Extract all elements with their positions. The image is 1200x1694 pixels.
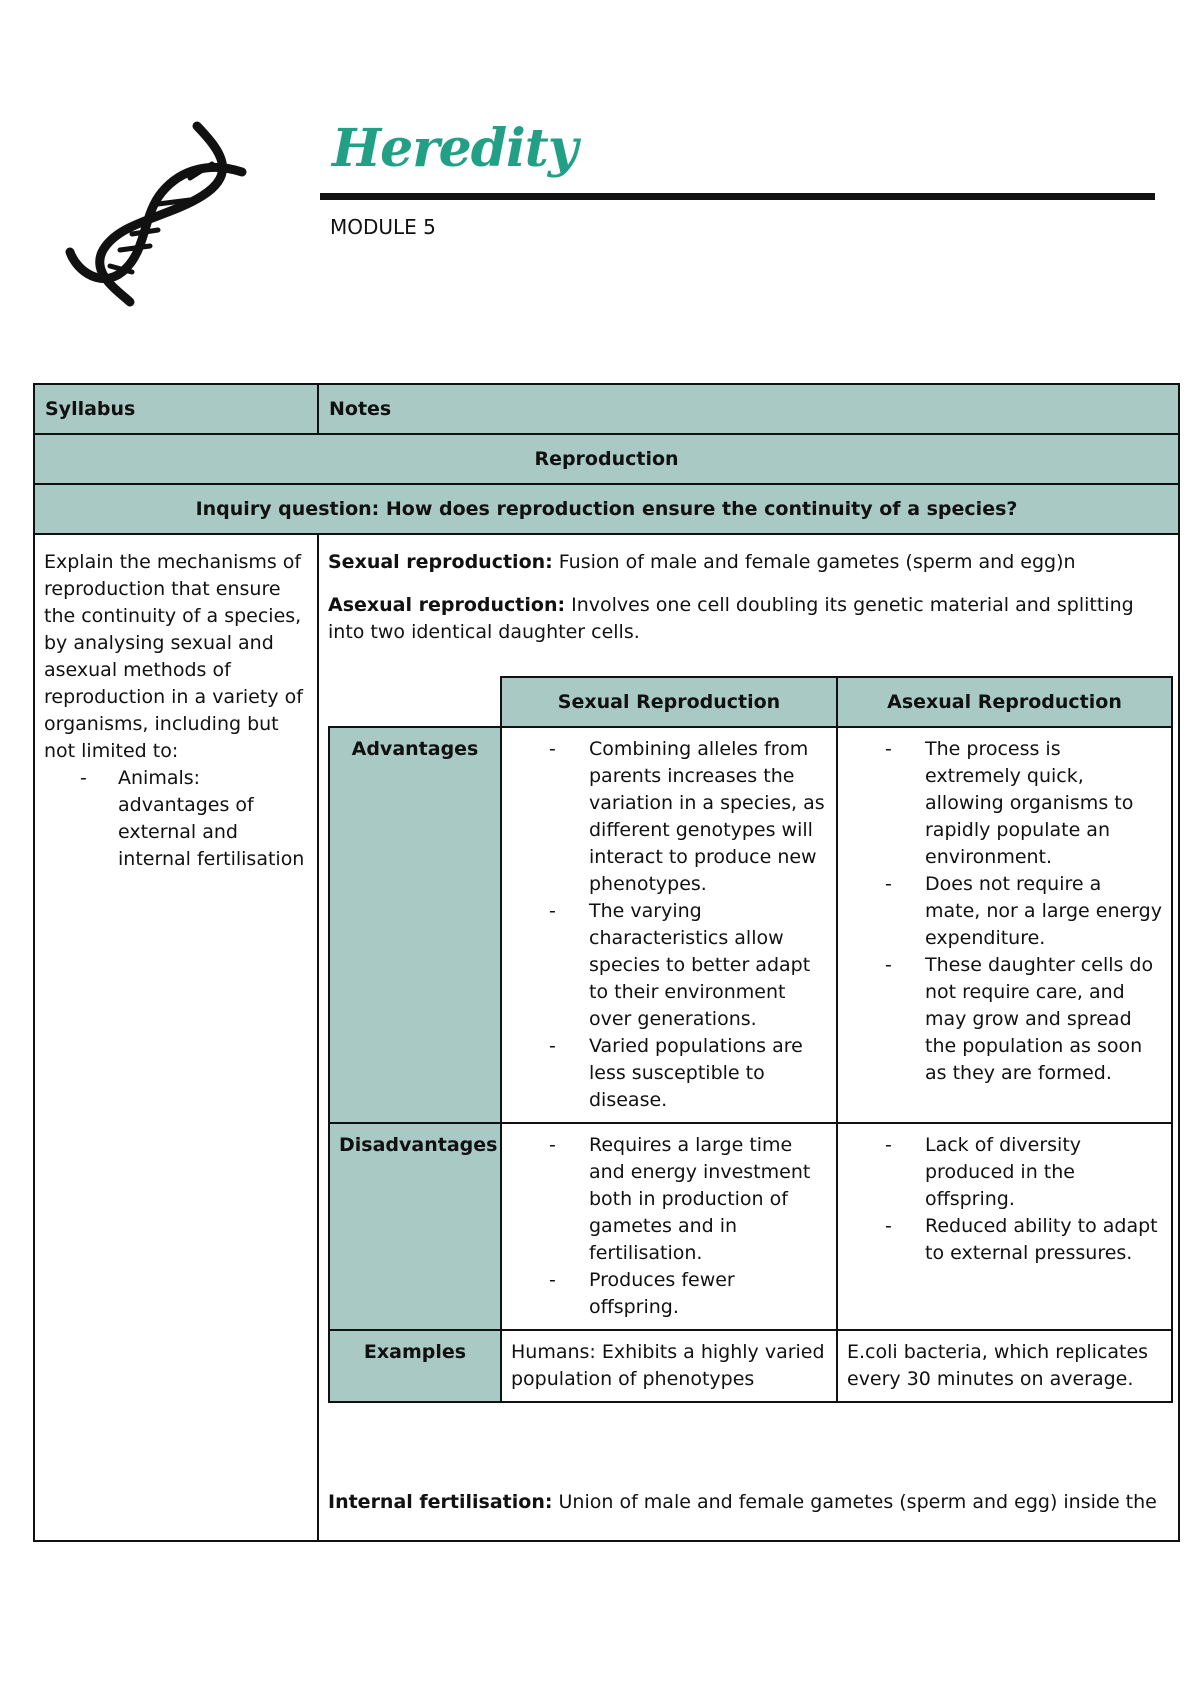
- module-label: MODULE 5: [330, 215, 436, 239]
- syllabus-text: Explain the mechanisms of reproduction that ensure the continuity of a species, by analysing sexual and asexual methods of reproduction in a variety of organisms, including but not limited to:: [44, 551, 303, 762]
- syllabus-item: - Animals: advantages of external and internal fertilisation: [80, 765, 309, 873]
- list-item: - Combining alleles from parents increases the variation in a species, as different genotypes will interact to produce new phenotypes.: [511, 736, 827, 898]
- notes-cell: [318, 534, 1179, 1541]
- list-item: - Varied populations are less susceptible to disease.: [511, 1033, 827, 1114]
- list-item: - Requires a large time and energy investment both in production of gametes and in fertilisation.: [511, 1132, 827, 1267]
- asexual-reproduction-definition: Asexual reproduction: Involves one cell doubling its genetic material and splitting into two identical daughter cells.: [328, 594, 1134, 643]
- sexual-disadvantages: [501, 1123, 837, 1330]
- section-heading: Reproduction: [34, 434, 1179, 484]
- comparison-table: [328, 676, 1173, 1403]
- asexual-advantages: [837, 727, 1172, 1123]
- syllabus-cell: [34, 534, 318, 1541]
- list-item: - Does not require a mate, nor a large energy expenditure.: [847, 871, 1162, 952]
- sexual-example: Humans: Exhibits a highly varied population of phenotypes: [501, 1330, 837, 1402]
- disadvantages-label: Disadvantages: [329, 1123, 501, 1330]
- examples-label: Examples: [329, 1330, 501, 1402]
- list-item: - The process is extremely quick, allowing organisms to rapidly populate an environment.: [847, 736, 1162, 871]
- advantages-label: Advantages: [329, 727, 501, 1123]
- asexual-reproduction-header: Asexual Reproduction: [837, 677, 1172, 727]
- sexual-advantages: [501, 727, 837, 1123]
- title-divider: [320, 193, 1155, 200]
- asexual-disadvantages: [837, 1123, 1172, 1330]
- list-item: - Reduced ability to adapt to external pressures.: [847, 1213, 1162, 1267]
- list-item: - Produces fewer offspring.: [511, 1267, 827, 1321]
- notes-header: Notes: [318, 384, 1179, 434]
- list-item: - Lack of diversity produced in the offspring.: [847, 1132, 1162, 1213]
- asexual-example: E.coli bacteria, which replicates every 30 minutes on average.: [837, 1330, 1172, 1402]
- page-title: Heredity: [332, 118, 578, 179]
- dna-helix-icon: [62, 112, 262, 312]
- notes-table: [33, 383, 1180, 1542]
- list-item: - These daughter cells do not require care, and may grow and spread the population as soon as they are formed.: [847, 952, 1162, 1087]
- internal-fertilisation-definition: Internal fertilisation: Union of male and female gametes (sperm and egg) inside the: [328, 1491, 1157, 1513]
- syllabus-list: [44, 765, 309, 873]
- syllabus-header: Syllabus: [34, 384, 318, 434]
- sexual-reproduction-header: Sexual Reproduction: [501, 677, 837, 727]
- list-item: - The varying characteristics allow species to better adapt to their environment over generations.: [511, 898, 827, 1033]
- inquiry-question: Inquiry question: How does reproduction ensure the continuity of a species?: [34, 484, 1179, 534]
- sexual-reproduction-definition: Sexual reproduction: Fusion of male and female gametes (sperm and egg)n: [328, 551, 1076, 573]
